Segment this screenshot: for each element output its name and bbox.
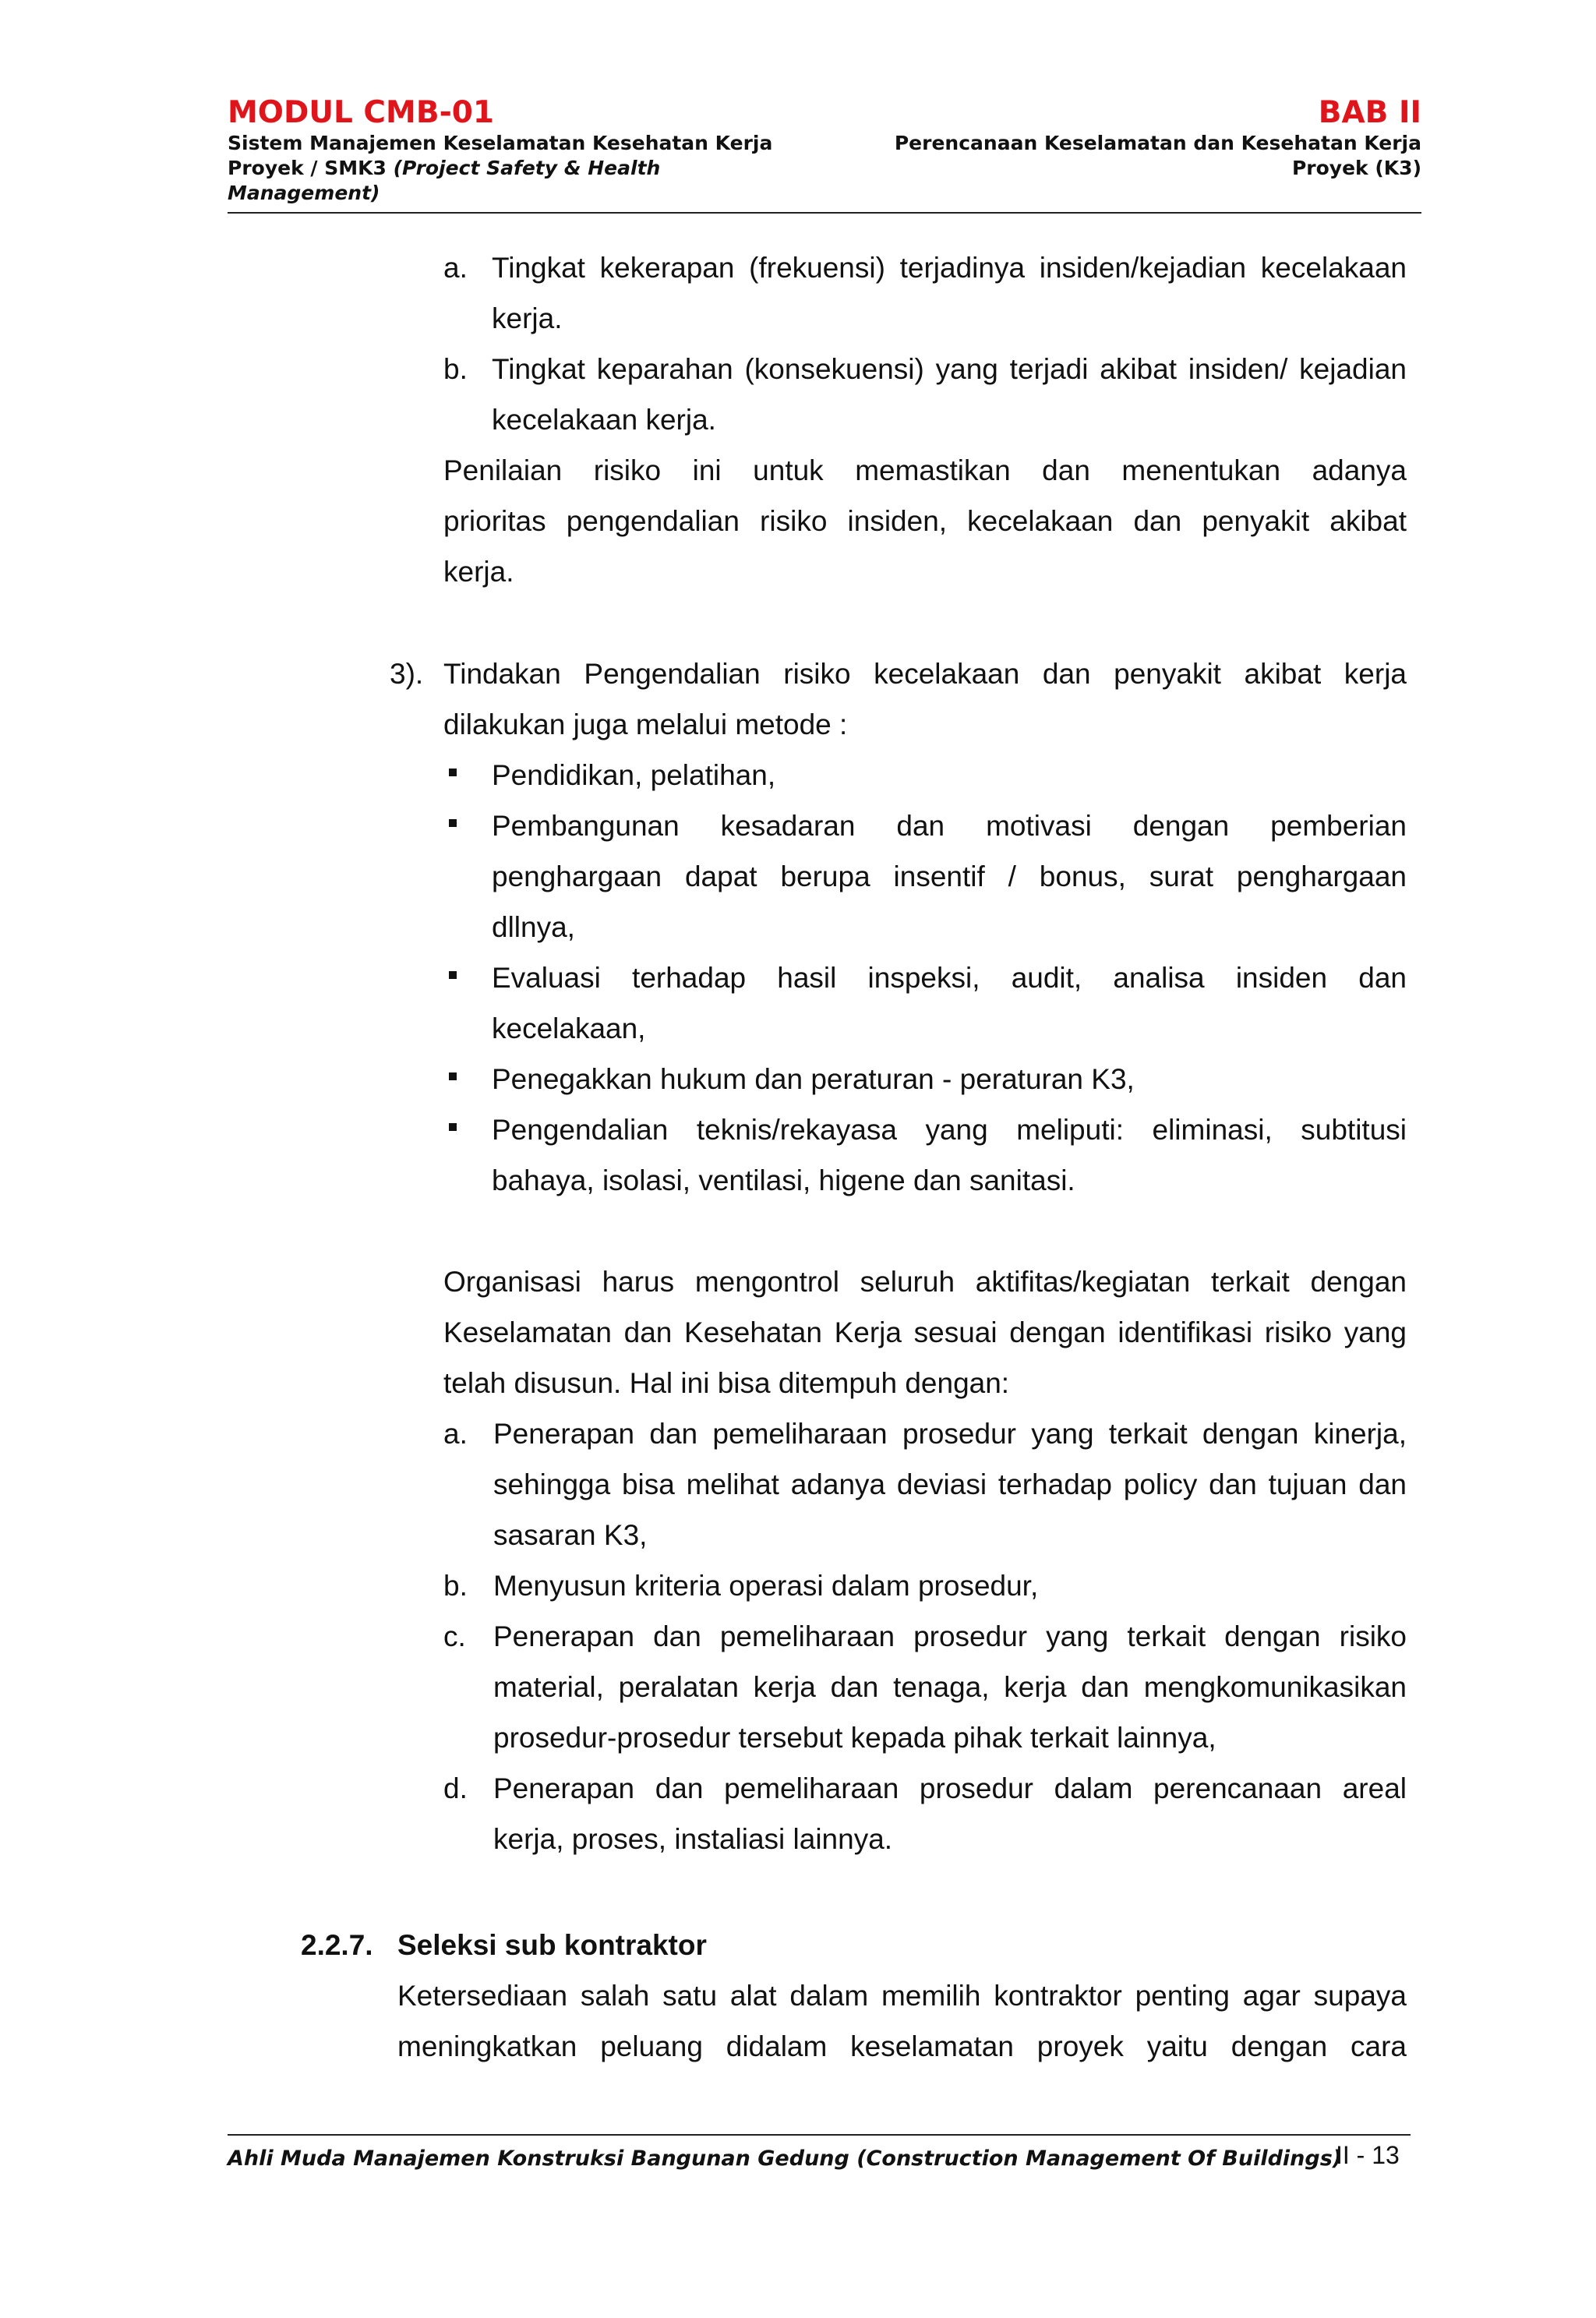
list-marker: a. [443,252,468,284]
module-subtitle-plain: Proyek / SMK3 [228,157,394,179]
paragraph-line: Penilaian risiko ini untuk memastikan dan menentukan adanya [443,454,1407,486]
bullet-item-text: Evaluasi terhadap hasil inspeksi, audit, analisa insiden dan [492,962,1407,994]
square-bullet-icon [449,971,457,979]
footer-course-title: Ahli Muda Manajemen Konstruksi Bangunan Gedung (Construction Management Of Buildings) [228,2147,1343,2171]
bullet-item-text: bahaya, isolasi, ventilasi, higene dan sanitasi. [492,1164,1075,1196]
paragraph-line: meningkatkan peluang didalam keselamatan proyek yaitu dengan cara [397,2030,1407,2062]
list-item-text: Tingkat keparahan (konsekuensi) yang terjadi akibat insiden/ kejadian [492,353,1407,385]
paragraph-line: dilakukan juga melalui metode : [443,708,848,740]
paragraph-line: Organisasi harus mengontrol seluruh aktifitas/kegiatan terkait dengan [443,1266,1407,1298]
chapter-subtitle-line2: Proyek (K3) [1291,157,1421,179]
square-bullet-icon [449,1072,457,1080]
list-item-text: sasaran K3, [493,1519,648,1551]
module-subtitle-italic: (Project Safety & Health [393,157,661,179]
square-bullet-icon [449,819,457,827]
list-item-text: Penerapan dan pemeliharaan prosedur yang terkait dengan kinerja, [493,1418,1407,1450]
list-item-text: material, peralatan kerja dan tenaga, kerja dan mengkomunikasikan [493,1671,1407,1703]
page-number: II - 13 [1336,2141,1400,2169]
list-item-text: kerja, proses, instaliasi lainnya. [493,1823,893,1855]
paragraph-line: Ketersediaan salah satu alat dalam memilih kontraktor penting agar supaya [397,1980,1407,2012]
module-subtitle-line3 [228,181,820,206]
list-item-text: Menyusun kriteria operasi dalam prosedur, [493,1570,1039,1602]
bullet-item-text: penghargaan dapat berupa insentif / bonus, surat penghargaan [492,860,1407,892]
section-number: 2.2.7. [301,1929,373,1961]
square-bullet-icon [449,769,457,776]
chapter-subtitle-line1: Perencanaan Keselamatan dan Kesehatan Kerja [894,132,1421,154]
list-item-text: Tingkat kekerapan (frekuensi) terjadinya insiden/kejadian kecelakaan [492,252,1407,284]
list-item-text: kerja. [492,302,563,334]
paragraph-line: Keselamatan dan Kesehatan Kerja sesuai dengan identifikasi risiko yang [443,1316,1407,1348]
module-info [228,95,820,206]
list-item-text: kecelakaan kerja. [492,404,716,436]
paragraph-line: telah disusun. Hal ini bisa ditempuh dengan: [443,1367,1010,1399]
square-bullet-icon [449,1123,457,1131]
list-marker: b. [443,1570,468,1602]
module-title: MODUL CMB-01 [228,95,495,130]
list-item-text: Penerapan dan pemeliharaan prosedur yang terkait dengan risiko [493,1620,1407,1652]
bullet-item-text: Pengendalian teknis/rekayasa yang meliputi: eliminasi, subtitusi [492,1114,1407,1146]
module-subtitle-line2 [228,156,820,181]
page-footer [228,2134,1411,2171]
paragraph-line: Tindakan Pengendalian risiko kecelakaan dan penyakit akibat kerja [443,658,1407,690]
list-number: 3). [390,658,424,690]
chapter-title: BAB II [1318,95,1421,130]
paragraph-line: prioritas pengendalian risiko insiden, kecelakaan dan penyakit akibat [443,505,1407,537]
list-marker: c. [443,1620,466,1652]
bullet-item-text: Pendidikan, pelatihan, [492,759,776,791]
module-subtitle-italic-2: Management) [228,182,380,204]
bullet-item-text: dllnya, [492,911,575,943]
list-marker: b. [443,353,468,385]
list-item-text: sehingga bisa melihat adanya deviasi terhadap policy dan tujuan dan [493,1468,1407,1500]
section-title: Seleksi sub kontraktor [397,1929,707,1961]
bullet-item-text: kecelakaan, [492,1012,646,1044]
chapter-info [829,95,1421,181]
list-marker: d. [443,1772,468,1804]
list-marker: a. [443,1418,468,1450]
list-item-text: Penerapan dan pemeliharaan prosedur dalam perencanaan areal [493,1772,1407,1804]
module-subtitle-line1: Sistem Manajemen Keselamatan Kesehatan Kerja [228,132,773,154]
list-item-text: prosedur-prosedur tersebut kepada pihak terkait lainnya, [493,1722,1216,1754]
page-header [228,95,1421,214]
bullet-item-text: Penegakkan hukum dan peraturan - peraturan K3, [492,1063,1135,1095]
bullet-item-text: Pembangunan kesadaran dan motivasi dengan pemberian [492,810,1407,842]
paragraph-line: kerja. [443,556,514,588]
